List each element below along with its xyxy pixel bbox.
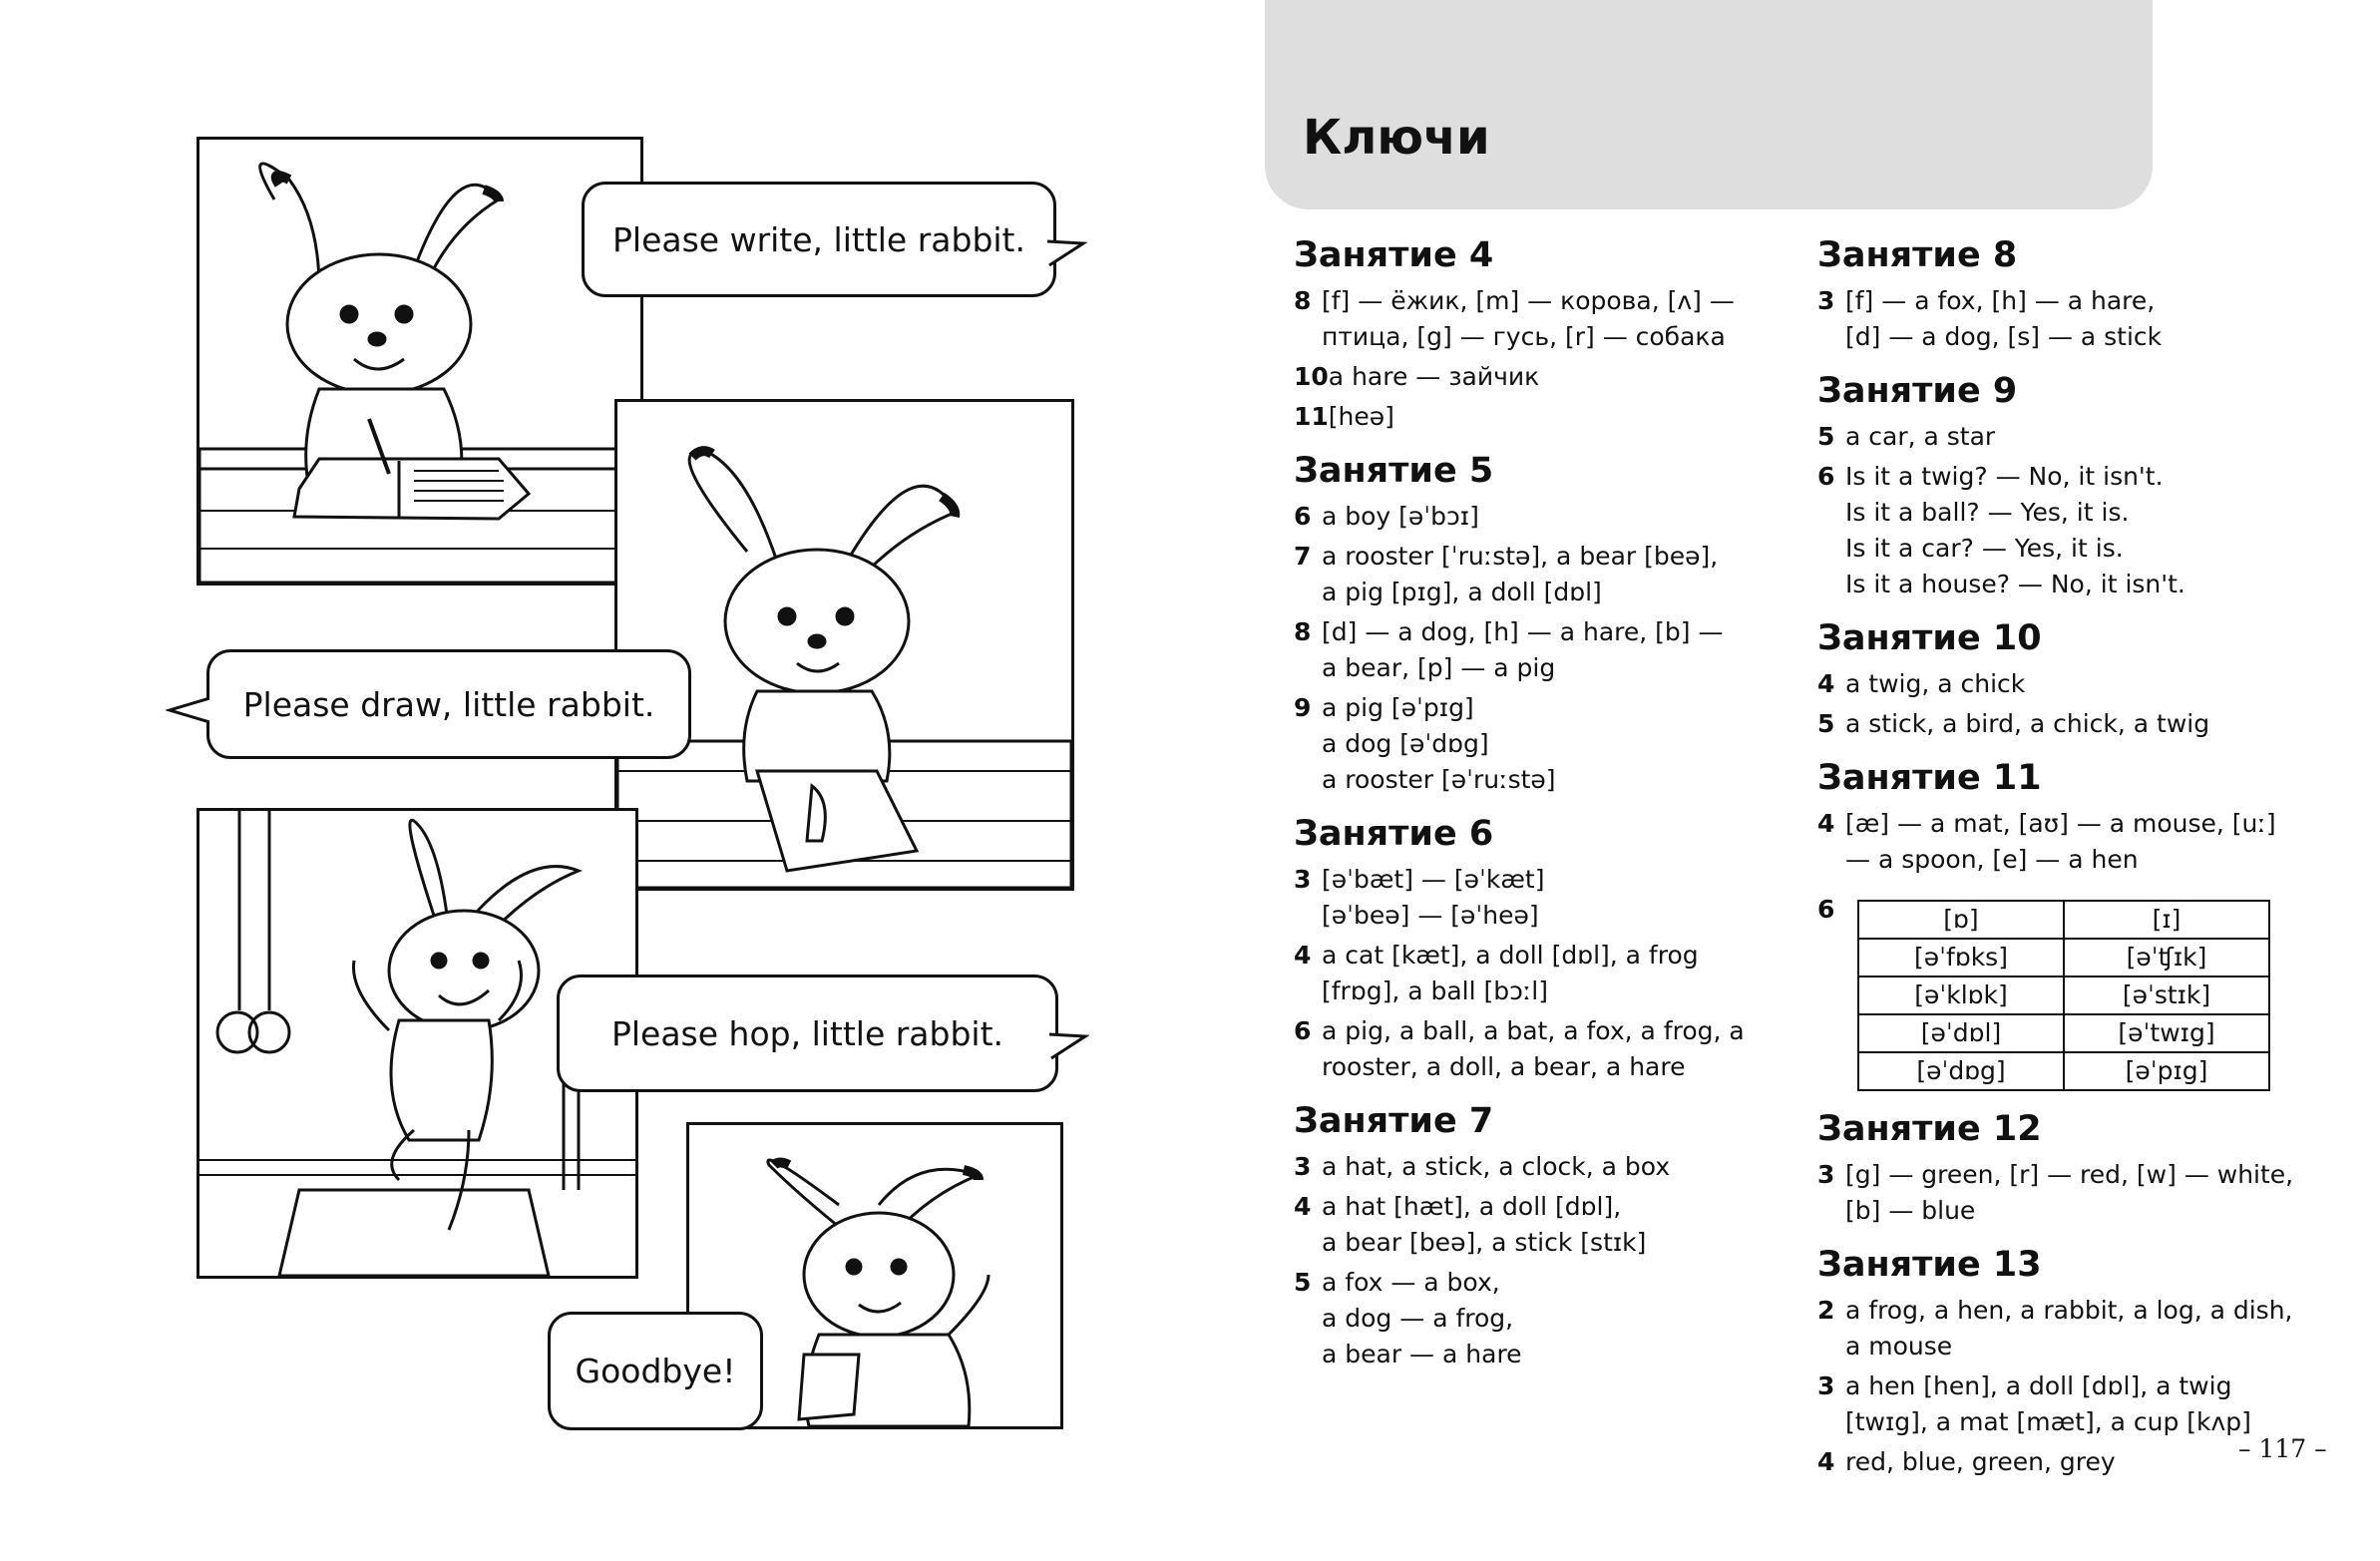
table-cell: [ɒ] <box>1858 901 2064 939</box>
table-cell: [əˈdɒl] <box>1858 1014 2064 1052</box>
header-banner <box>1265 0 2153 209</box>
answer-line: a dog — a frog, <box>1322 1304 1514 1333</box>
answer-line: a hat, a stick, a clock, a box <box>1322 1152 1671 1181</box>
answer-item <box>1817 806 2306 878</box>
answer-line: [heə] <box>1328 402 1394 431</box>
answer-line: птица, [g] — гусь, [r] — собака <box>1322 322 1726 351</box>
answer-item <box>1294 283 1773 355</box>
answer-line: a bear — a hare <box>1322 1340 1522 1368</box>
exercise-number: 11 <box>1294 402 1329 431</box>
page-title: Ключи <box>1303 110 1490 166</box>
table-cell: [əˈtwɪg] <box>2064 1014 2269 1052</box>
lesson-heading: Занятие 9 <box>1817 371 2018 411</box>
exercise-number: 4 <box>1294 941 1312 970</box>
answer-line: a bear, [p] — a pig <box>1322 653 1556 682</box>
table-cell: [əˈʧɪk] <box>2064 939 2269 976</box>
answer-line: [æ] — a mat, [aʊ] — a mouse, [uː] <box>1845 809 2276 838</box>
answer-line: a rooster [əˈruːstə] <box>1322 765 1556 794</box>
exercise-number: 3 <box>1817 1160 1835 1189</box>
table-cell: [ɪ] <box>2064 901 2269 939</box>
answer-line: red, blue, green, grey <box>1845 1447 2116 1476</box>
answer-item <box>1294 614 1773 686</box>
exercise-number: 10 <box>1294 362 1329 391</box>
speech-bubble-tail <box>1049 1032 1089 1062</box>
answer-line: [frɒg], a ball [bɔːl] <box>1322 976 1548 1005</box>
exercise-number: 5 <box>1294 1268 1312 1297</box>
answer-item <box>1817 1157 2306 1229</box>
answer-line: a hen [hen], a doll [dɒl], a twig <box>1845 1371 2232 1400</box>
lesson-heading: Занятие 11 <box>1817 758 2042 798</box>
lesson-heading: Занятие 13 <box>1817 1245 2042 1285</box>
exercise-number: 4 <box>1294 1192 1312 1221</box>
answer-line: [g] — green, [r] — red, [w] — white, <box>1845 1160 2294 1189</box>
rabbit-writing-illustration <box>199 140 640 583</box>
answer-line: a hat [hæt], a doll [dɒl], <box>1322 1192 1622 1221</box>
answer-item <box>1817 706 2306 742</box>
table-row <box>1858 976 2269 1014</box>
answer-line: a twig, a chick <box>1845 669 2026 698</box>
answer-line: Is it a car? — Yes, it is. <box>1845 534 2124 563</box>
answer-item <box>1294 938 1773 1009</box>
exercise-number: 6 <box>1294 502 1312 531</box>
lesson-heading: Занятие 5 <box>1294 451 1494 491</box>
speech-bubble-hop: Please hop, little rabbit. <box>557 975 1058 1092</box>
answer-item <box>1294 359 1773 395</box>
speech-bubble-write: Please write, little rabbit. <box>582 182 1056 297</box>
exercise-number: 4 <box>1817 669 1835 698</box>
exercise-number: 6 <box>1817 462 1835 491</box>
answer-line: a pig, a ball, a bat, a fox, a frog, a <box>1322 1016 1745 1045</box>
answer-line: a frog, a hen, a rabbit, a log, a dish, <box>1845 1296 2293 1325</box>
answer-item <box>1817 666 2306 702</box>
table-cell: [əˈklɒk] <box>1858 976 2064 1014</box>
table-row <box>1858 1052 2269 1090</box>
table-row <box>1858 939 2269 976</box>
key-column-2 <box>1817 231 2306 1480</box>
answer-line: [əˈbæt] — [əˈkæt] <box>1322 865 1545 894</box>
exercise-number: 6 <box>1294 1016 1312 1045</box>
key-column-1 <box>1294 231 1773 1372</box>
answer-line: a hare — зайчик <box>1328 362 1540 391</box>
table-cell: [əˈfɒks] <box>1858 939 2064 976</box>
answer-line: — a spoon, [e] — a hen <box>1845 845 2139 874</box>
exercise-number: 5 <box>1817 422 1835 451</box>
comic-panel-writing <box>197 137 643 585</box>
phonetics-table <box>1857 900 2270 1091</box>
answer-item <box>1294 499 1773 535</box>
exercise-number: 7 <box>1294 542 1312 571</box>
answer-line: a boy [əˈbɔɪ] <box>1322 502 1479 531</box>
answer-item <box>1817 1444 2306 1480</box>
answer-item <box>1294 1265 1773 1372</box>
table-cell: [əˈpɪg] <box>2064 1052 2269 1090</box>
answer-line: [əˈbeə] — [əˈheə] <box>1322 901 1539 930</box>
exercise-number: 4 <box>1817 809 1835 838</box>
lesson-heading: Занятие 12 <box>1817 1109 2042 1149</box>
lesson-heading: Занятие 10 <box>1817 618 2042 658</box>
answer-line: a stick, a bird, a chick, a twig <box>1845 709 2210 738</box>
exercise-number: 4 <box>1817 1447 1835 1476</box>
answer-line: Is it a twig? — No, it isn't. <box>1845 462 2164 491</box>
answer-item <box>1817 459 2306 602</box>
exercise-number: 8 <box>1294 286 1312 315</box>
page-number: – 117 – <box>2238 1434 2327 1463</box>
answer-line: a pig [pɪg], a doll [dɒl] <box>1322 578 1602 606</box>
answer-line: [twɪg], a mat [mæt], a cup [kʌp] <box>1845 1407 2251 1436</box>
table-row <box>1858 901 2269 939</box>
exercise-number: 8 <box>1294 617 1312 646</box>
answer-item <box>1294 539 1773 610</box>
answer-line: [b] — blue <box>1845 1196 1976 1225</box>
answer-item <box>1817 419 2306 455</box>
exercise-number: 2 <box>1817 1296 1835 1325</box>
answer-line: a dog [əˈdɒg] <box>1322 729 1489 758</box>
answer-line: a pig [əˈpɪg] <box>1322 693 1474 722</box>
answer-line: a mouse <box>1845 1332 1953 1361</box>
exercise-number: 3 <box>1294 865 1312 894</box>
answer-line: [d] — a dog, [s] — a stick <box>1845 322 2163 351</box>
exercise-number: 3 <box>1817 1371 1835 1400</box>
speech-bubble-tail <box>166 696 209 726</box>
answer-line: [f] — a fox, [h] — a hare, <box>1845 286 2156 315</box>
answer-item <box>1294 690 1773 798</box>
answer-item <box>1294 1149 1773 1185</box>
answer-item <box>1294 862 1773 934</box>
rabbit-drawing-illustration <box>617 402 1071 888</box>
lesson-heading: Занятие 8 <box>1817 235 2018 275</box>
answer-line: a car, a star <box>1845 422 1996 451</box>
lesson-heading: Занятие 7 <box>1294 1101 1494 1141</box>
answer-line: [d] — a dog, [h] — a hare, [b] — <box>1322 617 1724 646</box>
table-cell: [əˈstɪk] <box>2064 976 2269 1014</box>
answer-item <box>1817 1293 2306 1365</box>
answer-line: Is it a house? — No, it isn't. <box>1845 570 2185 598</box>
answer-item <box>1294 1013 1773 1085</box>
exercise-number: 3 <box>1817 286 1835 315</box>
lesson-heading: Занятие 4 <box>1294 235 1494 275</box>
answer-line: a rooster [ˈruːstə], a bear [beə], <box>1322 542 1719 571</box>
exercise-number: 9 <box>1294 693 1312 722</box>
answer-line: Is it a ball? — Yes, it is. <box>1845 498 2130 527</box>
answer-item <box>1294 399 1773 435</box>
answer-line: a cat [kæt], a doll [dɒl], a frog <box>1322 941 1699 970</box>
table-cell: [əˈdɒg] <box>1858 1052 2064 1090</box>
answer-line: rooster, a doll, a bear, a hare <box>1322 1052 1686 1081</box>
speech-bubble-tail <box>1047 239 1087 269</box>
table-row <box>1858 1014 2269 1052</box>
answer-item <box>1817 283 2306 355</box>
lesson-heading: Занятие 6 <box>1294 814 1494 854</box>
speech-bubble-goodbye: Goodbye! <box>548 1312 763 1430</box>
exercise-number: 5 <box>1817 709 1835 738</box>
answer-line: [f] — ёжик, [m] — корова, [ʌ] — <box>1322 286 1735 315</box>
comic-panel-drawing <box>614 399 1074 891</box>
exercise-number: 6 <box>1817 895 1835 924</box>
exercise-number: 3 <box>1294 1152 1312 1181</box>
answer-line: a fox — a box, <box>1322 1268 1500 1297</box>
answer-item <box>1817 1368 2306 1440</box>
speech-bubble-draw: Please draw, little rabbit. <box>206 649 691 759</box>
answer-line: a bear [beə], a stick [stɪk] <box>1322 1228 1647 1257</box>
answer-item <box>1294 1189 1773 1261</box>
